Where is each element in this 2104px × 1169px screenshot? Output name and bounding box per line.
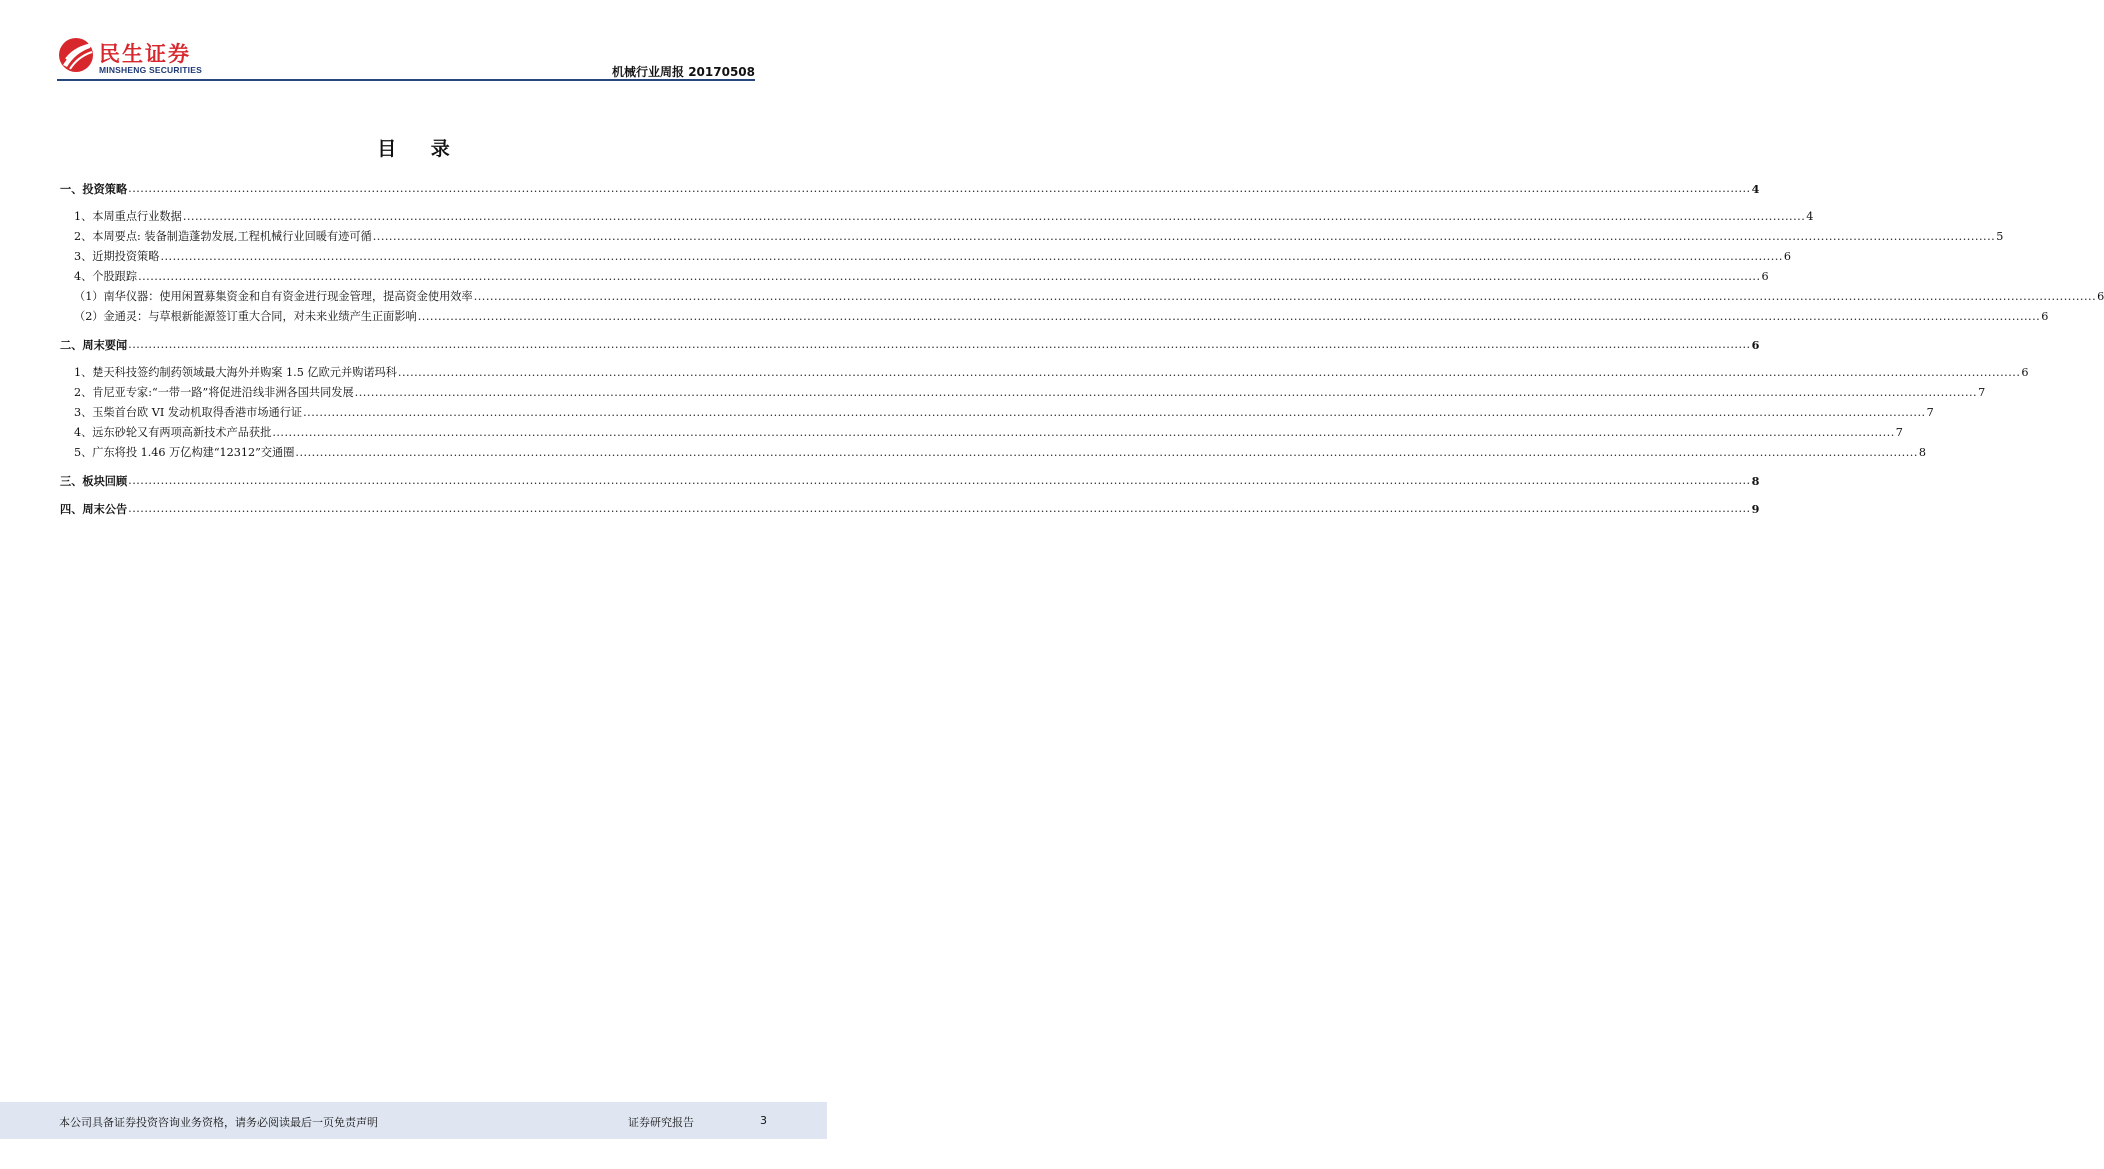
toc-dot-leader: ................................................................................................................................................................................................................................................................................................................................................................................................................ [128, 338, 1751, 351]
toc-dot-leader: ................................................................................................................................................................................................................................................................................................................................................................................................................ [417, 310, 2041, 323]
logo-chinese-name: 民生证券 [99, 42, 191, 66]
toc-entry-page: 8 [1751, 474, 1760, 488]
footer-disclaimer: 本公司具备证券投资咨询业务资格，请务必阅读最后一页免责声明 [59, 1116, 378, 1129]
toc-entry-page: 7 [1926, 406, 1934, 419]
toc-subsection-entry[interactable] [60, 422, 1903, 440]
toc-entry-text: 4、个股跟踪 [74, 270, 138, 283]
toc-entry-text: 一、投资策略 [60, 182, 128, 196]
footer-document-type: 证券研究报告 [628, 1116, 694, 1129]
toc-dot-leader: ................................................................................................................................................................................................................................................................................................................................................................................................................ [128, 502, 1751, 515]
toc-section-entry[interactable] [60, 470, 1760, 488]
toc-subsection-entry[interactable] [60, 442, 1927, 460]
toc-subsection-entry[interactable] [60, 246, 1792, 264]
toc-entry-page: 9 [1751, 502, 1760, 516]
page-header [57, 34, 755, 80]
toc-dot-leader: ................................................................................................................................................................................................................................................................................................................................................................................................................ [397, 366, 2021, 379]
toc-entry-page: 7 [1978, 386, 1986, 399]
toc-entry-page: 6 [1751, 338, 1760, 352]
toc-entry-text: 二、周末要闻 [60, 338, 128, 352]
toc-entry-page: 6 [2021, 366, 2029, 379]
logo-english-name: MINSHENG SECURITIES [99, 65, 202, 75]
toc-entry-text: 2、本周要点: 装备制造蓬勃发展,工程机械行业回暖有迹可循 [74, 230, 372, 243]
toc-subsection-entry[interactable] [60, 266, 1769, 284]
toc-entry-page: 6 [2041, 310, 2049, 323]
toc-subsection-entry[interactable] [60, 402, 1934, 420]
page-footer [0, 1102, 827, 1139]
toc-entry-text: 1、本周重点行业数据 [74, 210, 182, 223]
toc-dot-leader: ................................................................................................................................................................................................................................................................................................................................................................................................................ [473, 290, 2097, 303]
toc-entry-page: 6 [2097, 290, 2104, 303]
toc-entry-text: 1、楚天科技签约制药领域最大海外并购案 1.5 亿欧元并购诺玛科 [74, 366, 397, 379]
toc-entry-text: 3、玉柴首台欧 VI 发动机取得香港市场通行证 [74, 406, 303, 419]
toc-entry-text: 三、板块回顾 [60, 474, 128, 488]
toc-entry-text: 4、远东砂轮又有两项高新技术产品获批 [74, 426, 272, 439]
toc-entry-page: 6 [1761, 270, 1769, 283]
toc-subsection-entry[interactable] [60, 286, 2104, 304]
footer-page-number: 3 [760, 1114, 767, 1127]
toc-dot-leader: ................................................................................................................................................................................................................................................................................................................................................................................................................ [128, 474, 1751, 487]
toc-entry-page: 7 [1895, 426, 1903, 439]
toc-subsection-entry[interactable] [60, 226, 2004, 244]
toc-entry-page: 6 [1783, 250, 1792, 263]
toc-dot-leader: ................................................................................................................................................................................................................................................................................................................................................................................................................ [303, 406, 1926, 419]
toc-entry-page: 5 [1996, 230, 2004, 243]
toc-dot-leader: ................................................................................................................................................................................................................................................................................................................................................................................................................ [372, 230, 1996, 243]
toc-dot-leader: ................................................................................................................................................................................................................................................................................................................................................................................................................ [272, 426, 1895, 439]
toc-title: 目 录 [377, 138, 464, 160]
toc-dot-leader: ................................................................................................................................................................................................................................................................................................................................................................................................................ [160, 250, 1783, 263]
toc-section-entry[interactable] [60, 334, 1760, 352]
toc-entry-page: 4 [1806, 210, 1814, 223]
toc-subsection-entry[interactable] [60, 206, 1814, 224]
toc-subsection-entry[interactable] [60, 306, 2049, 324]
toc-entry-page: 8 [1918, 446, 1927, 459]
toc-dot-leader: ................................................................................................................................................................................................................................................................................................................................................................................................................ [182, 210, 1806, 223]
toc-entry-text: 2、肯尼亚专家:“一带一路”将促进沿线非洲各国共同发展 [74, 386, 354, 399]
toc-subsection-entry[interactable] [60, 362, 2029, 380]
report-title: 机械行业周报 20170508 [612, 65, 755, 79]
toc-section-entry[interactable] [60, 178, 1760, 196]
toc-dot-leader: ................................................................................................................................................................................................................................................................................................................................................................................................................ [138, 270, 1761, 283]
minsheng-logo-icon [57, 34, 97, 76]
toc-subsection-entry[interactable] [60, 382, 1986, 400]
toc-entry-text: 3、近期投资策略 [74, 250, 160, 263]
toc-entry-text: 四、周末公告 [60, 502, 128, 516]
toc-dot-leader: ................................................................................................................................................................................................................................................................................................................................................................................................................ [128, 182, 1751, 195]
header-divider [57, 79, 755, 81]
toc-entry-text: （1）南华仪器：使用闲置募集资金和自有资金进行现金管理，提高资金使用效率 [74, 290, 473, 303]
toc-dot-leader: ................................................................................................................................................................................................................................................................................................................................................................................................................ [354, 386, 1978, 399]
toc-section-entry[interactable] [60, 498, 1760, 516]
toc-entry-text: 5、广东将投 1.46 万亿构建“12312”交通圈 [74, 446, 295, 459]
toc-dot-leader: ................................................................................................................................................................................................................................................................................................................................................................................................................ [295, 446, 1918, 459]
toc-entry-text: （2）金通灵：与草根新能源签订重大合同，对未来业绩产生正面影响 [74, 310, 417, 323]
minsheng-logo [57, 34, 217, 80]
toc-entry-page: 4 [1751, 182, 1760, 196]
